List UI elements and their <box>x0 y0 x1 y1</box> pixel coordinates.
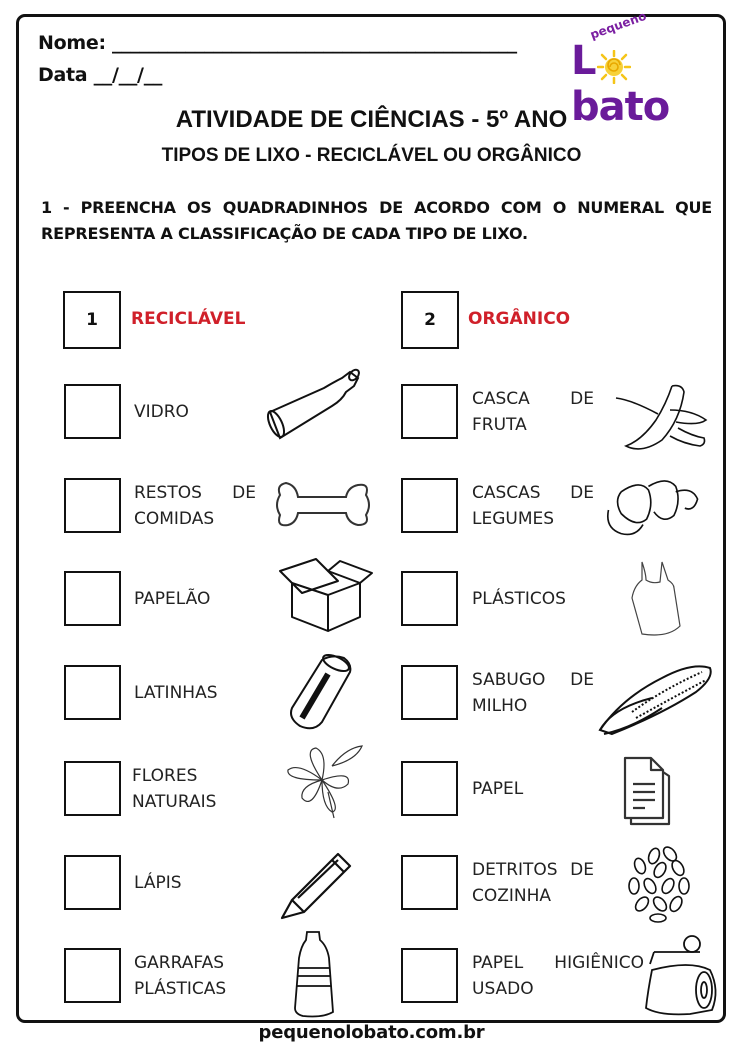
vegetable-peel-icon <box>603 470 703 550</box>
answer-box-papel[interactable] <box>401 761 458 816</box>
item-label-papel-higienico-usado: PAPEL HIGIÊNICO USADO <box>472 952 644 999</box>
footer-website: pequenolobato.com.br <box>258 1022 485 1043</box>
item-label-plasticos: PLÁSTICOS <box>472 588 566 609</box>
item-label-vidro: VIDRO <box>134 401 189 422</box>
item-label-flores-naturais: FLORES NATURAIS <box>132 765 217 812</box>
plastic-bag-icon <box>612 558 712 638</box>
legend-label-recyclable: RECICLÁVEL <box>131 309 246 329</box>
item-label-papelao: PAPELÃO <box>134 588 211 609</box>
answer-box-detritos-de-cozinha[interactable] <box>401 855 458 910</box>
name-field-label: Nome: ____________________________________________ <box>38 32 517 54</box>
legend-number: 2 <box>424 310 436 330</box>
banana-peel-icon <box>612 380 712 460</box>
logo-big-text: Lbato <box>571 38 670 130</box>
bone-icon <box>272 465 372 545</box>
soda-can-icon <box>280 652 380 732</box>
date-field-label: Data __/__/__ <box>38 64 163 86</box>
answer-box-garrafas-plasticas[interactable] <box>64 948 121 1003</box>
glass-bottle-icon <box>262 364 362 444</box>
legend-label-organic: ORGÂNICO <box>468 309 571 329</box>
item-label-cascas-de-legumes: CASCAS DE LEGUMES <box>472 482 594 529</box>
pequeno-lobato-logo <box>565 8 715 130</box>
item-label-garrafas-plasticas: GARRAFAS PLÁSTICAS <box>134 952 227 999</box>
plastic-bottle-icon <box>263 928 363 1020</box>
item-label-latinhas: LATINHAS <box>134 682 218 703</box>
answer-box-papelao[interactable] <box>64 571 121 626</box>
item-label-lapis: LÁPIS <box>134 872 182 893</box>
answer-box-casca-de-fruta[interactable] <box>401 384 458 439</box>
answer-box-plasticos[interactable] <box>401 571 458 626</box>
paper-document-icon <box>605 748 705 828</box>
corn-cob-icon <box>592 658 717 738</box>
page-title: ATIVIDADE DE CIÊNCIAS - 5º ANO <box>175 106 568 133</box>
item-label-papel: PAPEL <box>472 778 524 799</box>
flower-icon <box>272 740 372 820</box>
answer-box-vidro[interactable] <box>64 384 121 439</box>
kitchen-scraps-icon <box>614 846 714 926</box>
answer-box-lapis[interactable] <box>64 855 121 910</box>
instruction-text: 1 - PREENCHA OS QUADRADINHOS DE ACORDO COM O NUMERAL QUE REPRESENTA A CLASSIFICAÇÃO DE CADA TIPO DE LIXO. <box>41 198 712 243</box>
answer-box-latinhas[interactable] <box>64 665 121 720</box>
answer-box-flores-naturais[interactable] <box>64 761 121 816</box>
item-label-casca-de-fruta: CASCA DE FRUTA <box>472 388 594 435</box>
item-label-detritos-de-cozinha: DETRITOS DE COZINHA <box>472 859 594 906</box>
legend-box-recyclable <box>63 291 121 349</box>
item-label-sabugo-de-milho: SABUGO DE MILHO <box>472 669 594 716</box>
legend-number: 1 <box>86 310 98 330</box>
toilet-paper-icon <box>640 930 722 1018</box>
legend-box-organic <box>401 291 459 349</box>
answer-box-cascas-de-legumes[interactable] <box>401 478 458 533</box>
logo-small-text: pequeno <box>588 8 649 42</box>
item-label-restos-de-comidas: RESTOS DE COMIDAS <box>134 482 256 529</box>
answer-box-sabugo-de-milho[interactable] <box>401 665 458 720</box>
answer-box-restos-de-comidas[interactable] <box>64 478 121 533</box>
pencil-icon <box>272 842 372 922</box>
page-subtitle: TIPOS DE LIXO - RECICLÁVEL OU ORGÂNICO <box>161 145 582 166</box>
sun-icon <box>597 50 631 84</box>
answer-box-papel-higienico-usado[interactable] <box>401 948 458 1003</box>
cardboard-box-icon <box>276 553 376 633</box>
